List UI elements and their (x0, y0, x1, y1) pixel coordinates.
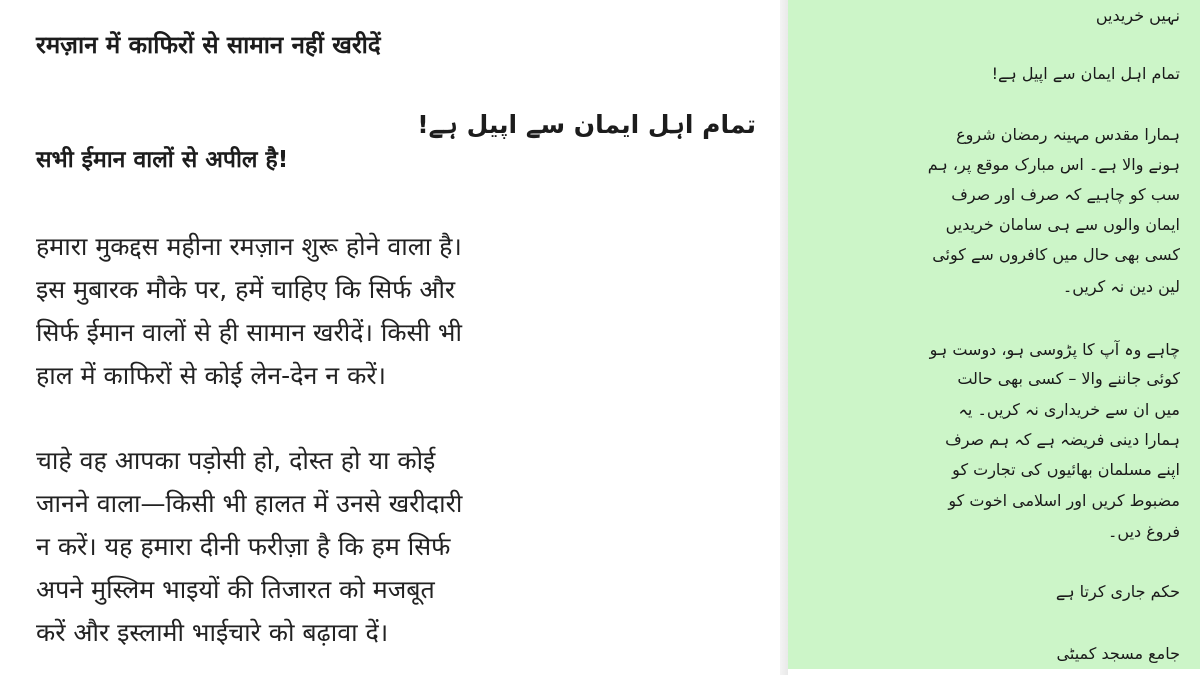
paragraph-line: इस मुबारक मौके पर, हमें चाहिए कि सिर्फ और (36, 275, 456, 304)
paragraph-line: अपने मुस्लिम भाइयों की तिजारत को मजबूत (36, 575, 435, 604)
urdu-line: اپنے مسلمان بھائیوں کی تجارت کو (952, 460, 1180, 479)
urdu-line: کوئی جاننے والا – کسی بھی حالت (957, 369, 1180, 388)
notice-title: रमज़ान में काफिरों से सामान नहीं खरीदें (36, 31, 381, 59)
hindi-appeal-heading: सभी ईमान वालों से अपील है! (36, 147, 289, 173)
urdu-message-panel (788, 0, 1200, 669)
urdu-line: تمام اہل ایمان سے اپیل ہے! (991, 64, 1180, 83)
urdu-line: حکم جاری کرتا ہے (1055, 582, 1180, 601)
urdu-line: فروغ دیں۔ (1108, 522, 1180, 541)
urdu-line: سب کو چاہیے کہ صرف اور صرف (951, 185, 1180, 204)
urdu-line: لین دین نہ کریں۔ (1062, 277, 1180, 296)
paragraph-line: हमारा मुकद्दस महीना रमज़ान शुरू होने वाला है। (36, 232, 462, 261)
paragraph-line: चाहे वह आपका पड़ोसी हो, दोस्त हो या कोई (36, 446, 436, 475)
urdu-appeal-heading: تمام اہل ایمان سے اپیل ہے! (417, 110, 756, 139)
paragraph-line: जानने वाला—किसी भी हालत में उनसे खरीदारी (36, 489, 463, 518)
paragraph-line: करें और इस्लामी भाईचारे को बढ़ावा दें। (36, 618, 389, 647)
paragraph-line: हाल में काफिरों से कोई लेन-देन न करें। (36, 361, 387, 390)
urdu-line: ہمارا مقدس مہینہ رمضان شروع (956, 125, 1180, 144)
urdu-line: کسی بھی حال میں کافروں سے کوئی (932, 245, 1180, 264)
paragraph-2 (36, 439, 756, 654)
urdu-line: ایمان والوں سے ہی سامان خریدیں (945, 215, 1180, 234)
urdu-line: ہمارا دینی فریضہ ہے کہ ہم صرف (945, 430, 1180, 449)
urdu-line: چاہے وہ آپ کا پڑوسی ہو، دوست ہو (929, 340, 1180, 359)
urdu-line: مضبوط کریں اور اسلامی اخوت کو (948, 491, 1180, 510)
paragraph-line: सिर्फ ईमान वालों से ही सामान खरीदें। किसी भी (36, 318, 462, 347)
paragraph-line: न करें। यह हमारा दीनी फरीज़ा है कि हम सिर्फ (36, 532, 451, 561)
urdu-line: جامع مسجد کمیٹی (1056, 644, 1180, 663)
urdu-line: نہیں خریدیں (1095, 6, 1180, 25)
panel-bottom-gap (788, 669, 1200, 675)
urdu-line: میں ان سے خریداری نہ کریں۔ یہ (958, 400, 1180, 419)
urdu-line: ہونے والا ہے۔ اس مبارک موقع پر، ہم (927, 155, 1180, 174)
paragraph-1 (36, 225, 756, 397)
